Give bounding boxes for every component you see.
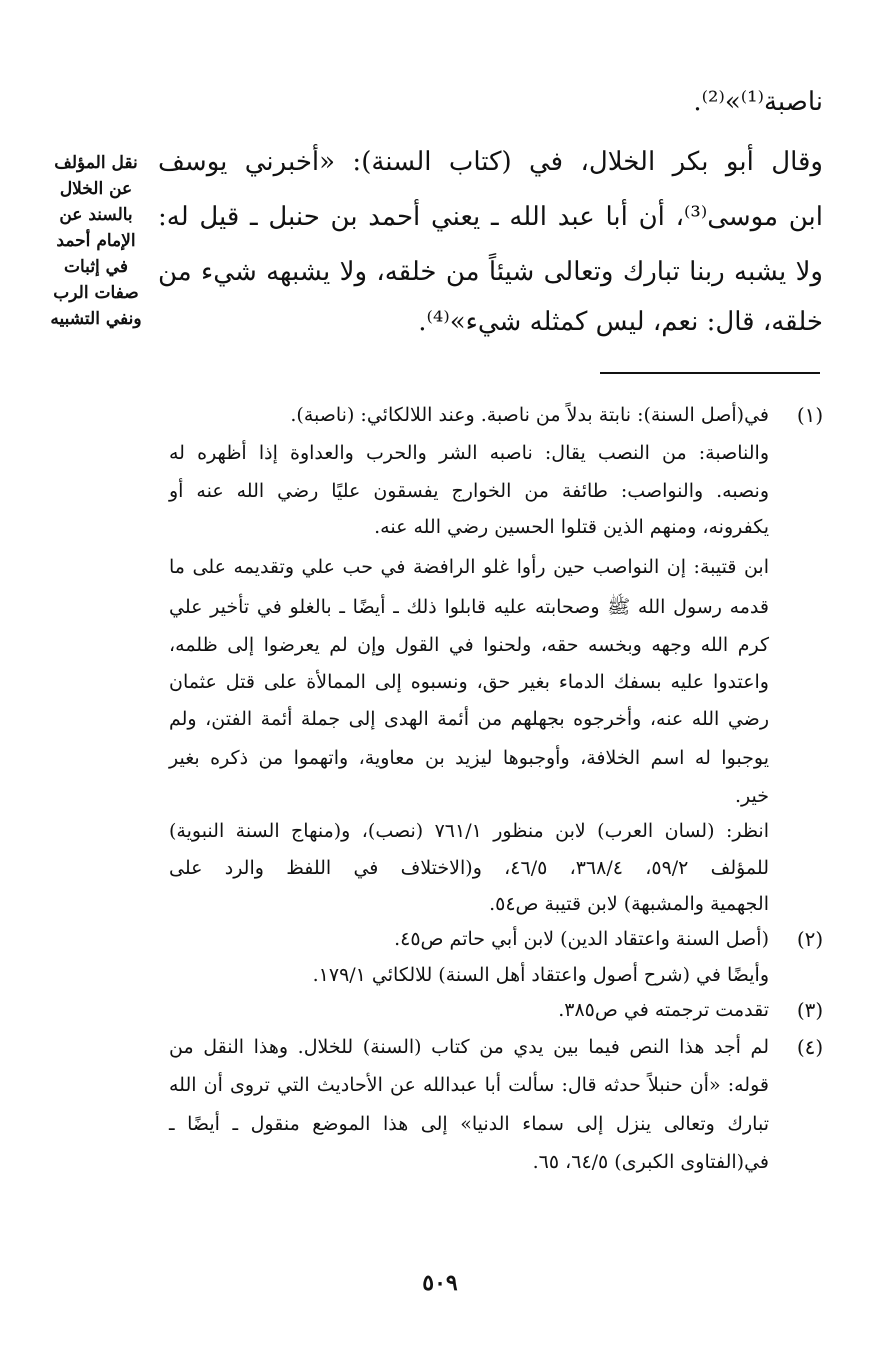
margin-note-line: بالسند عن [59,205,133,225]
footnote-line: وأيضًا في (شرح أصول واعتقاد أهل السنة) للالكائي ١٧٩/١. [312,964,769,986]
footnote-line: لم أجد هذا النص فيما بين يدي من كتاب (السنة) للخلال. وهذا النقل من [169,1036,769,1058]
footnote-line: تبارك وتعالى ينزل إلى سماء الدنيا» إلى هذا الموضع منقول ـ أيضًا ـ [169,1113,769,1135]
footnote-line: ابن قتيبة: إن النواصب حين رأوا غلو الرافضة في حب علي وتقديمه على ما [169,556,769,578]
main-text-line: ناصبة⁽¹⁾»⁽²⁾. [693,87,823,117]
footnote-line: قوله: «أن حنبلاً حدثه قال: سألت أبا عبدالله عن الأحاديث التي تروى أن الله [169,1074,769,1096]
footnote-line: يوجبوا له اسم الخلافة، وأوجبوها ليزيد بن معاوية، واتهموا من ذكره بغير [169,747,769,769]
main-text-line: خلقه، قال: نعم، ليس كمثله شيء»⁽⁴⁾. [418,307,823,337]
margin-note-line: نقل المؤلف [54,153,138,173]
footnote-line: والناصبة: من النصب يقال: ناصبه الشر والحرب والعداوة إذا أظهره له [169,442,769,464]
footnote-number: (٢) [796,927,824,951]
margin-note-line: الإمام أحمد [56,231,136,251]
main-text-line: ابن موسى⁽³⁾، أن أبا عبد الله ـ يعني أحمد بن حنبل ـ قيل له: [158,202,823,232]
footnote-line: ونصبه. والنواصب: طائفة من الخوارج يفسقون عليًا رضي الله عنه أو [169,480,769,502]
margin-note [44,150,148,332]
footnote-line: انظر: (لسان العرب) لابن منظور ٧٦١/١ (نصب)، و(منهاج السنة النبوية) [169,820,769,842]
footnote-line: قدمه رسول الله ﷺ وصحابته عليه قابلوا ذلك ـ أيضًا ـ بالغلو في تأخير علي [169,596,769,618]
footnote-line: في(أصل السنة): نابتة بدلاً من ناصبة. وعند اللالكائي: (ناصبة). [290,404,769,426]
main-text-line: وقال أبو بكر الخلال، في (كتاب السنة): «أخبرني يوسف [158,147,823,177]
footnote-line: يكفرونه، ومنهم الذين قتلوا الحسين رضي الله عنه. [374,516,769,538]
footnote-line: كرم الله وجهه وبخسه حقه، ولحنوا في القول وإن لم يعرضوا إلى ظلمه، [169,634,769,656]
footnote-number: (١) [796,403,824,427]
footnote-line: تقدمت ترجمته في ص٣٨٥. [558,999,769,1021]
footnote-line: خير. [734,785,769,807]
footnote-line: في(الفتاوى الكبرى) ٦٤/٥، ٦٥. [532,1151,769,1173]
margin-note-line: في إثبات [64,257,128,277]
margin-note-line: صفات الرب [53,283,139,303]
margin-note-line: عن الخلال [59,179,133,199]
page-number: ٥٠٩ [422,1270,458,1296]
footnote-line: رضي الله عنه، وأخرجوه بجهلهم من أئمة الهدى إلى جملة أئمة الفتن، ولم [169,708,769,730]
footnote-separator [600,372,820,374]
footnote-line: (أصل السنة واعتقاد الدين) لابن أبي حاتم ص٤٥. [394,928,769,950]
footnote-number: (٤) [796,1035,824,1059]
footnote-line: واعتدوا عليه بسفك الدماء بغير حق، ونسبوه إلى الممالأة على قتل عثمان [169,671,769,693]
main-text-line: ولا يشبه ربنا تبارك وتعالى شيئاً من خلقه، ولا يشبهه شيء من [158,257,823,287]
footnote-line: للمؤلف ٥٩/٢، ٣٦٨/٤، ٤٦/٥، و(الاختلاف في اللفظ والرد على [169,857,769,879]
margin-note-line: ونفي التشبيه [50,309,142,329]
footnote-line: الجهمية والمشبهة) لابن قتيبة ص٥٤. [489,893,769,915]
footnote-number: (٣) [796,998,824,1022]
